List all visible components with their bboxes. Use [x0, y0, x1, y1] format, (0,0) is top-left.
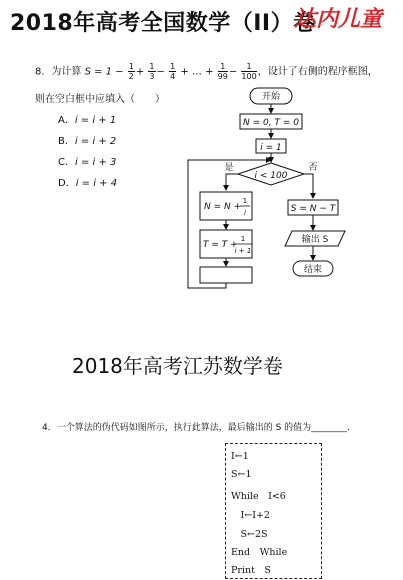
code-line-3: While I<6 [231, 491, 286, 502]
code-line-4: I←I+2 [231, 510, 270, 521]
start-label: 开始 [261, 92, 281, 102]
expression-start: S = 1 − [84, 66, 124, 78]
question-8-line2: 则在空白框中应填入（ ） [35, 94, 165, 105]
question-8-line1: 8．为计算 S = 1 − $\frac{1}{2}$ + $\frac{1}{3}$ − $\frac{1}{4}$ + … + $\frac{1}{99}$ − $\frac{1}{100}$ ，设计了右侧的程序框图， [35, 62, 378, 81]
option-a: A．i = i + 1 [58, 115, 117, 126]
yes-label: 是 [224, 163, 234, 173]
code-line-6: End While [231, 547, 288, 558]
init-label: N = 0, T = 0 [243, 118, 299, 128]
option-c: C．i = i + 3 [58, 157, 117, 168]
t-update-label: T = T + [203, 240, 238, 250]
fraction-1-2: $\frac{1}{2}$ [128, 62, 134, 81]
no-label: 否 [308, 163, 318, 173]
s-calc-label: S = N − T [290, 204, 336, 214]
watermark-logo: 达内儿童 [294, 6, 383, 32]
blank-box [200, 267, 252, 283]
exam-title-2018-national-ii: 2018年高考全国数学（II）卷 [10, 11, 316, 36]
n-frac-num: 1 [242, 197, 248, 205]
t-frac-den: i + 1 [234, 247, 252, 255]
fraction-1-99: $\frac{1}{99}$ [217, 62, 228, 81]
code-line-7: Print S [231, 565, 271, 576]
question-tail: ，设计了右侧的程序框图， [257, 66, 378, 78]
end-label: 结束 [303, 265, 323, 275]
ellipsis: + … + [180, 66, 214, 78]
fraction-1-3: $\frac{1}{3}$ [149, 62, 155, 81]
condition-label: i < 100 [254, 171, 288, 181]
question-4-text: 4．一个算法的伪代码如图所示，执行此算法，最后输出的 S 的值为________． [42, 423, 357, 433]
code-line-5: S←2S [231, 529, 268, 540]
fraction-1-100: $\frac{1}{100}$ [241, 62, 257, 81]
output-label: 输出 S [301, 235, 329, 245]
option-b: B．i = i + 2 [58, 136, 117, 147]
i-init-label: i = 1 [260, 143, 282, 153]
n-update-label: N = N + [204, 202, 242, 212]
code-line-1: I←1 [231, 451, 249, 462]
code-line-2: S←1 [231, 469, 252, 480]
question-intro: 为计算 [51, 66, 82, 78]
n-frac-den: i [244, 209, 246, 217]
fraction-1-4: $\frac{1}{4}$ [170, 62, 176, 81]
option-d: D．i = i + 4 [58, 178, 118, 189]
question-number: 8． [35, 66, 52, 78]
exam-title-2018-jiangsu: 2018年高考江苏数学卷 [72, 354, 283, 378]
t-frac-num: 1 [240, 235, 246, 243]
